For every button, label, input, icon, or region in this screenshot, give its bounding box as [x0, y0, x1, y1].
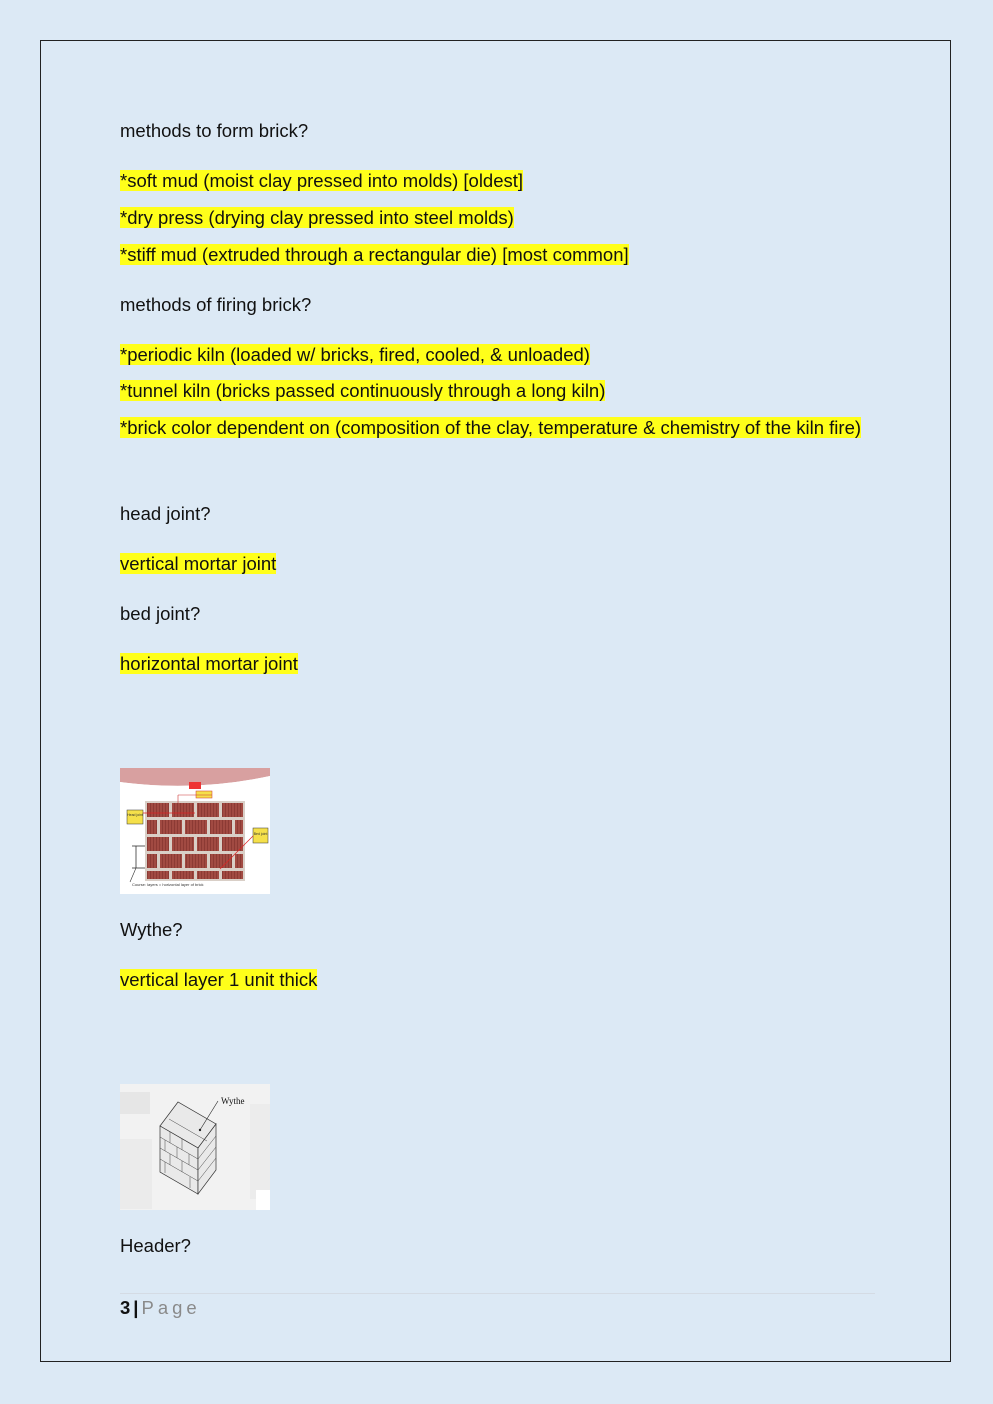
- bed-joint-label: Bed joint: [253, 832, 268, 836]
- answer-firing-2: [120, 379, 605, 403]
- page-label: Page: [141, 1297, 201, 1318]
- question-bed-joint: bed joint?: [120, 603, 201, 624]
- highlight: *dry press (drying clay pressed into steel molds): [120, 207, 514, 228]
- highlight: horizontal mortar joint: [120, 653, 298, 674]
- answer-form-1: [120, 169, 523, 193]
- wythe-diagram: [120, 1084, 270, 1210]
- page-footer: [120, 1296, 201, 1320]
- answer-form-2: [120, 206, 514, 230]
- answer-form-3: [120, 243, 629, 267]
- page-number: 3: [120, 1297, 131, 1318]
- answer-firing-3: [120, 410, 870, 446]
- question-form-brick: methods to form brick?: [120, 120, 309, 141]
- answer-bed-joint: [120, 652, 298, 676]
- question-firing: methods of firing brick?: [120, 294, 312, 315]
- wythe-image: [120, 1084, 270, 1210]
- answer-wythe: [120, 968, 317, 992]
- highlight: *tunnel kiln (bricks passed continuously through a long kiln): [120, 380, 606, 401]
- highlight: vertical mortar joint: [120, 553, 277, 574]
- highlight: *stiff mud (extruded through a rectangular die) [most common]: [120, 244, 629, 265]
- head-joint-label: Head joint: [127, 813, 143, 817]
- answer-firing-1: [120, 343, 590, 367]
- footer-separator: |: [133, 1297, 139, 1318]
- course-caption: Course: layers = horizontal layer of brick: [132, 882, 204, 887]
- brick-wall-diagram: [120, 768, 270, 894]
- question-head-joint: head joint?: [120, 503, 211, 524]
- highlight: *soft mud (moist clay pressed into molds) [oldest]: [120, 170, 524, 191]
- wythe-label: Wythe: [221, 1096, 245, 1106]
- footer-divider: [120, 1293, 875, 1294]
- answer-head-joint: [120, 552, 276, 576]
- highlight: vertical layer 1 unit thick: [120, 969, 318, 990]
- brick-wall-image: [120, 768, 270, 894]
- question-header: Header?: [120, 1235, 191, 1256]
- highlight: *periodic kiln (loaded w/ bricks, fired, cooled, & unloaded): [120, 344, 590, 365]
- highlight: *brick color dependent on (composition of the clay, temperature & chemistry of the kiln fire): [120, 417, 862, 438]
- question-wythe: Wythe?: [120, 919, 183, 940]
